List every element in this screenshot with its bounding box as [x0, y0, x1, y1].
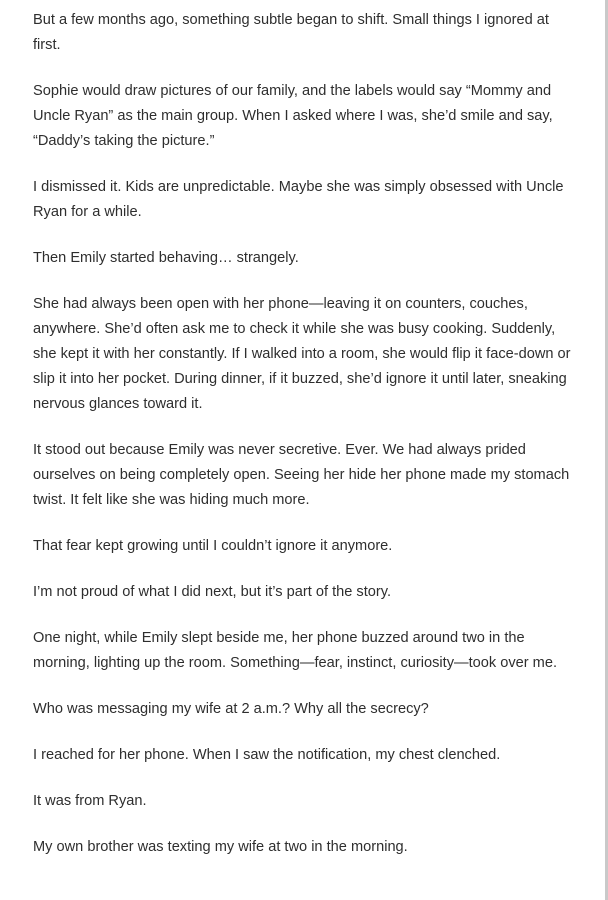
paragraph: It was from Ryan.: [33, 793, 147, 809]
paragraph: Sophie would draw pictures of our family, and the labels would say “Mommy and Uncle Ryan” as the main group. When I asked where I was, she’d smile and say, “Daddy’s taking the picture.”: [33, 83, 553, 149]
paragraph: My own brother was texting my wife at two in the morning.: [33, 839, 408, 855]
paragraph: Who was messaging my wife at 2 a.m.? Why all the secrecy?: [33, 701, 429, 717]
paragraph: She had always been open with her phone—leaving it on counters, couches, anywhere. She’d often ask me to check it while she was busy cooking. Suddenly, she kept it with her constantly. If I walked into a room, she would flip it face-down or slip it into her pocket. During dinner, if it buzzed, she’d ignore it until later, sneaking nervous glances toward it.: [33, 296, 571, 412]
article-body: [33, 8, 578, 881]
paragraph: I dismissed it. Kids are unpredictable. Maybe she was simply obsessed with Uncle Ryan for a while.: [33, 179, 564, 220]
paragraph: One night, while Emily slept beside me, her phone buzzed around two in the morning, lighting up the room. Something—fear, instinct, curiosity—took over me.: [33, 630, 557, 671]
paragraph: It stood out because Emily was never secretive. Ever. We had always prided ourselves on being completely open. Seeing her hide her phone made my stomach twist. It felt like she was hiding much more.: [33, 442, 570, 508]
paragraph: I reached for her phone. When I saw the notification, my chest clenched.: [33, 747, 501, 763]
paragraph: I’m not proud of what I did next, but it’s part of the story.: [33, 584, 392, 600]
paragraph: That fear kept growing until I couldn’t ignore it anymore.: [33, 538, 393, 554]
paragraph: But a few months ago, something subtle began to shift. Small things I ignored at first.: [33, 12, 549, 53]
paragraph: Then Emily started behaving… strangely.: [33, 250, 299, 266]
